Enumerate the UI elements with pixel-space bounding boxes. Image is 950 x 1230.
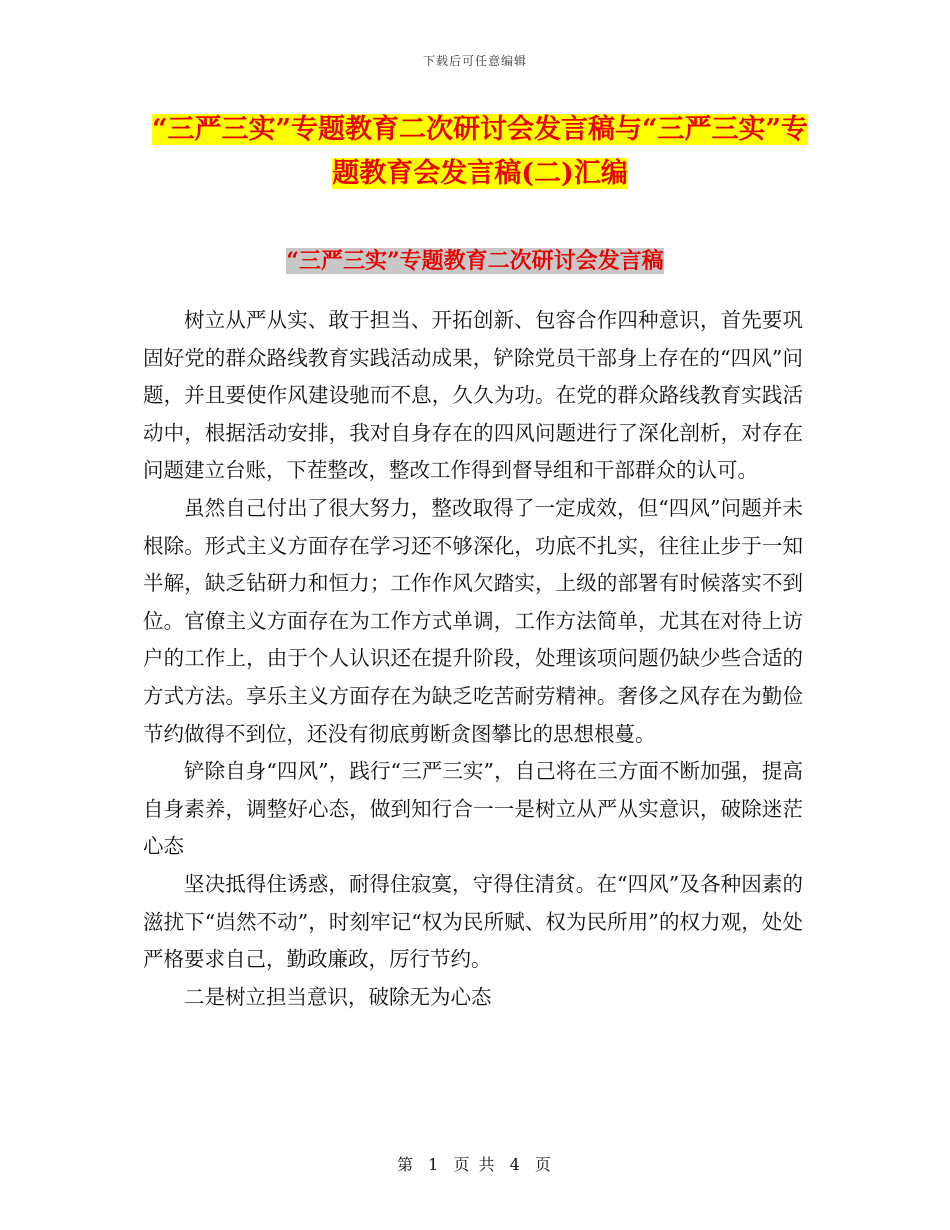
- footer-prefix: 第: [397, 1155, 416, 1174]
- document-title: [140, 108, 820, 196]
- section-title: [0, 244, 950, 278]
- paragraph-3: 铲除自身“四风”，践行“三严三实”，自己将在三方面不断加强，提高自身素养，调整好心态，做到知行合一一是树立从严从实意识，破除迷茫心态: [143, 759, 803, 859]
- document-title-text: “三严三实”专题教育二次研讨会发言稿与“三严三实”专题教育会发言稿(二)汇编: [151, 114, 809, 189]
- page-footer: [0, 1152, 950, 1175]
- footer-suffix: 页: [534, 1155, 553, 1174]
- paragraph-2: 虽然自己付出了很大努力，整改取得了一定成效，但“四风”问题并未根除。形式主义方面存在学习还不够深化，功底不扎实，往往止步于一知半解，缺乏钻研力和恒力；工作作风欠踏实，上级的部署有时候落实不到位。官僚主义方面存在为工作方式单调，工作方法简单，尤其在对待上访户的工作上，由于个人认识还在提升阶段，处理该项问题仍缺少些合适的方式方法。享乐主义方面存在为缺乏吃苦耐劳精神。奢侈之风存在为勤俭节约做得不到位，还没有彻底剪断贪图攀比的思想根蔓。: [143, 495, 803, 746]
- page-total: 4: [509, 1155, 522, 1174]
- paragraph-5: 二是树立担当意识，破除无为心态: [184, 984, 492, 1009]
- paragraph-1: 树立从严从实、敢于担当、开拓创新、包容合作四种意识，首先要巩固好党的群众路线教育实践活动成果，铲除党员干部身上存在的“四风”问题，并且要使作风建设驰而不息，久久为功。在党的群众路线教育实践活动中，根据活动安排，我对自身存在的四风问题进行了深化剖析，对存在问题建立台账，下茬整改，整改工作得到督导组和干部群众的认可。: [143, 308, 803, 483]
- section-title-text: “三严三实”专题教育二次研讨会发言稿: [286, 248, 664, 274]
- header-note: 下载后可任意编辑: [422, 54, 527, 68]
- page-number: 1: [428, 1155, 441, 1174]
- paragraph-4: 坚决抵得住诱惑，耐得住寂寞，守得住清贫。在“四风”及各种因素的滋扰下“岿然不动”，时刻牢记“权为民所赋、权为民所用”的权力观，处处严格要求自己，勤政廉政，厉行节约。: [143, 871, 803, 972]
- body-text: [143, 302, 803, 1016]
- footer-middle: 页 共: [453, 1155, 497, 1174]
